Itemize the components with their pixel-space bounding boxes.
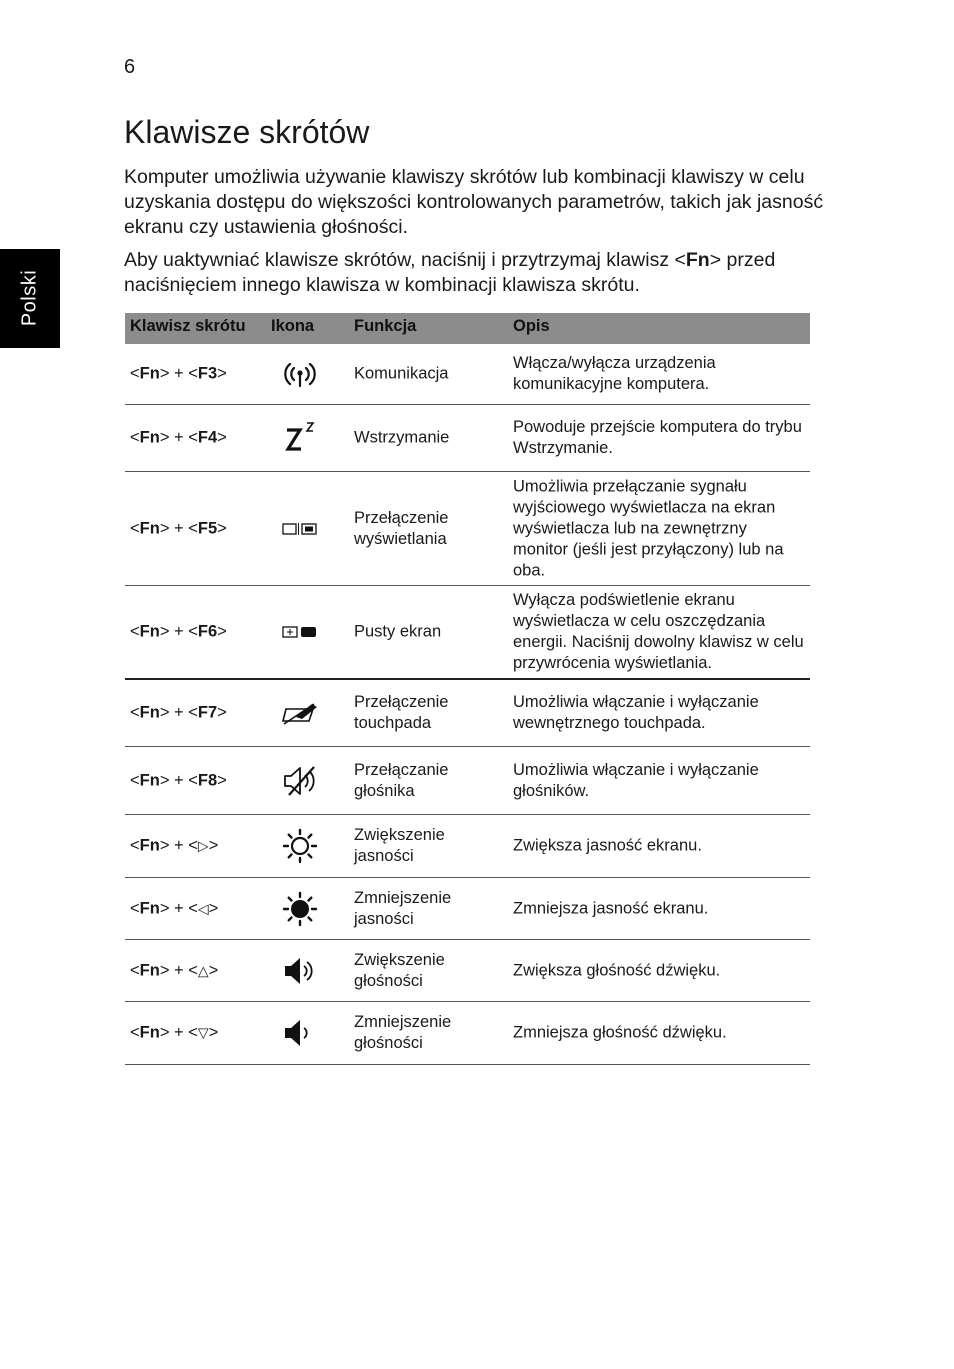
table-row [125, 940, 810, 1002]
hotkey-combo: <Fn> + <◁> [130, 899, 219, 917]
table-row [125, 878, 810, 940]
function-label: Pusty ekran [354, 622, 442, 641]
function-label: Zmniejszenie głośności [354, 1013, 452, 1052]
page-title: Klawisze skrótów [124, 114, 370, 150]
function-label: Przełączanie głośnika [354, 760, 449, 800]
function-label: Wstrzymanie [354, 428, 450, 447]
sleep-zz-icon [280, 420, 320, 456]
function-label: Komunikacja [354, 364, 449, 383]
description-text: Zwiększa głośność dźwięku. [513, 961, 721, 979]
hotkey-table [125, 313, 810, 1065]
wireless-icon [280, 356, 320, 392]
hotkey-combo: <Fn> + <F8> [130, 771, 227, 789]
table-row [125, 680, 810, 747]
brightness-down-icon [280, 891, 320, 927]
header-hotkey: Klawisz skrótu [130, 317, 246, 335]
description-text: Zwiększa jasność ekranu. [513, 836, 702, 855]
language-tab [0, 249, 60, 348]
hint-text-after: > przed naciśnięciem innego klawisza w kombinacji klawisza skrótu. [124, 249, 776, 296]
description-text: Zmniejsza jasność ekranu. [513, 899, 709, 917]
hotkey-combo: <Fn> + <F4> [130, 428, 227, 447]
header-description: Opis [513, 317, 550, 335]
description-text: Umożliwia włączanie i wyłączanie głośników. [513, 760, 759, 800]
page-number: 6 [124, 56, 136, 78]
table-header [125, 313, 810, 344]
function-label: Przełączenie touchpada [354, 693, 449, 732]
hint-paragraph [124, 248, 824, 298]
table-row [125, 1002, 810, 1065]
table-row [125, 472, 810, 586]
hotkey-combo: <Fn> + <F6> [130, 622, 227, 641]
hotkey-combo: <Fn> + <F5> [130, 519, 227, 537]
hint-key: Fn [685, 249, 710, 271]
hotkey-combo: <Fn> + <△> [130, 961, 219, 979]
description-text: Powoduje przejście komputera do trybu Wstrzymanie. [513, 418, 802, 457]
hotkey-combo: <Fn> + <F7> [130, 703, 227, 722]
function-label: Zmniejszenie jasności [354, 888, 452, 928]
table-row [125, 344, 810, 405]
display-off-icon [280, 614, 320, 650]
language-tab-label: Polski [18, 269, 41, 327]
hotkey-combo: <Fn> + <▷> [130, 836, 219, 855]
description-text: Umożliwia przełączanie sygnału wyjściowego wyświetlacza na ekran wyświetlacza lub na zewnętrzny monitor (jeśli jest przyłączony) lub na oba. [513, 477, 784, 579]
function-label: Przełączenie wyświetlania [354, 508, 449, 548]
function-label: Zwiększenie głośności [354, 950, 445, 990]
header-icon: Ikona [271, 317, 315, 335]
description-text: Włącza/wyłącza urządzenia komunikacyjne komputera. [513, 354, 716, 393]
brightness-up-icon [280, 828, 320, 864]
speaker-mute-icon [280, 763, 320, 799]
table-row [125, 586, 810, 680]
description-text: Zmniejsza głośność dźwięku. [513, 1023, 727, 1042]
description-text: Umożliwia włączanie i wyłączanie wewnętrznego touchpada. [513, 693, 759, 732]
intro-paragraph: Komputer umożliwia używanie klawiszy skrótów lub kombinacji klawiszy w celu uzyskania dostępu do większości kontrolowanych parametrów, takich jak jasność ekranu czy ustawienia głośności. [124, 166, 824, 238]
description-text: Wyłącza podświetlenie ekranu wyświetlacza w celu oszczędzania energii. Naciśnij dowolny klawisz w celu przywrócenia wyświetlania. [513, 591, 804, 672]
table-row [125, 747, 810, 815]
table-row [125, 815, 810, 878]
table-row [125, 405, 810, 472]
touchpad-toggle-icon [280, 695, 320, 731]
hotkey-combo: <Fn> + <F3> [130, 364, 227, 383]
display-switch-icon [280, 511, 320, 547]
function-label: Zwiększenie jasności [354, 826, 445, 865]
volume-down-icon [280, 1015, 320, 1051]
volume-up-icon [280, 953, 320, 989]
header-function: Funkcja [354, 317, 417, 335]
hotkey-combo: <Fn> + <▽> [130, 1023, 219, 1042]
hint-text-before: Aby uaktywniać klawisze skrótów, naciśnij i przytrzymaj klawisz < [124, 249, 686, 271]
